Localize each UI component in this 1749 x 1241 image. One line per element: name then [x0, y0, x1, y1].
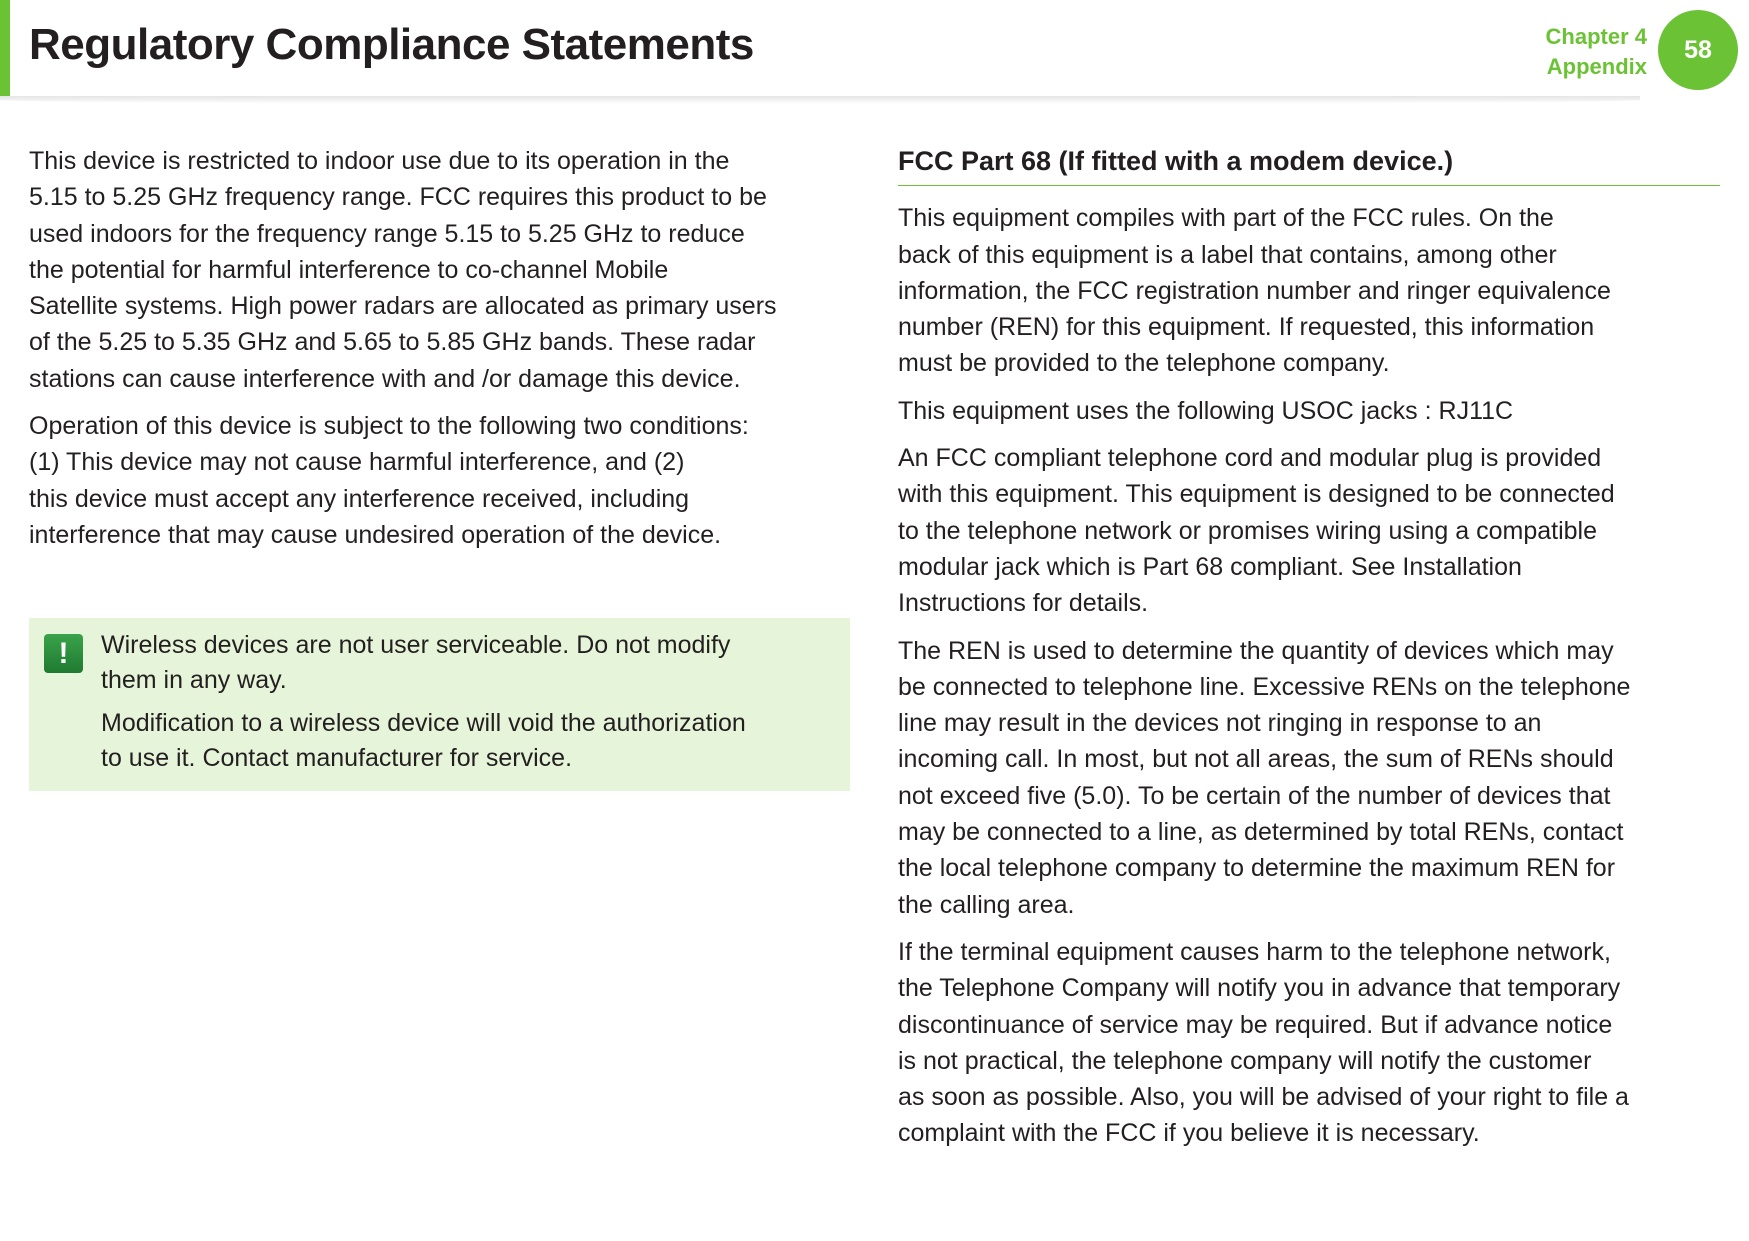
text-line: may be connected to a line, as determined by total RENs, contact — [898, 818, 1624, 847]
page-number-badge: 58 — [1658, 10, 1738, 90]
text-line: modular jack which is Part 68 compliant. See Installation — [898, 552, 1522, 581]
text-line: interference that may cause undesired operation of the device. — [29, 520, 722, 549]
text-line: the local telephone company to determine the maximum REN for — [898, 854, 1616, 883]
text-line: this device must accept any interference received, including — [29, 484, 690, 513]
text-line: stations can cause interference with and /or damage this device. — [29, 364, 741, 393]
text-line: Modification to a wireless device will void the authorization — [101, 709, 746, 737]
text-line: line may result in the devices not ringing in response to an — [898, 709, 1542, 738]
text-line: Wireless devices are not user serviceable. Do not modify — [101, 631, 731, 659]
paragraph — [101, 706, 746, 775]
text-line: complaint with the FCC if you believe it is necessary. — [898, 1119, 1480, 1148]
text-line: must be provided to the telephone company. — [898, 349, 1390, 378]
text-line: If the terminal equipment causes harm to the telephone network, — [898, 937, 1611, 966]
text-line: information, the FCC registration number and ringer equivalence — [898, 276, 1611, 305]
chapter-section: Appendix — [1546, 54, 1647, 79]
left-column — [29, 143, 859, 564]
paragraph — [898, 393, 1720, 429]
text-line: to use it. Contact manufacturer for service. — [101, 743, 573, 772]
text-line: the calling area. — [898, 890, 1075, 919]
text-line: be connected to telephone line. Excessive RENs on the telephone — [898, 672, 1631, 701]
text-line: 5.15 to 5.25 GHz frequency range. FCC requires this product to be — [29, 183, 767, 212]
text-line: This equipment uses the following USOC jacks : RJ11C — [898, 396, 1514, 425]
text-line: Instructions for details. — [898, 589, 1149, 618]
fcc-body — [898, 200, 1720, 1151]
paragraph — [29, 408, 859, 553]
paragraph — [898, 200, 1720, 381]
header-divider — [0, 96, 1640, 104]
text-line: with this equipment. This equipment is designed to be connected — [898, 480, 1615, 509]
text-line: An FCC compliant telephone cord and modular plug is provided — [898, 444, 1602, 473]
text-line: number (REN) for this equipment. If requested, this information — [898, 313, 1595, 342]
text-line: is not practical, the telephone company will notify the customer — [898, 1046, 1592, 1075]
text-line: the potential for harmful interference to co-channel Mobile — [29, 255, 669, 284]
text-line: of the 5.25 to 5.35 GHz and 5.65 to 5.85 GHz bands. These radar — [29, 328, 756, 357]
text-line: them in any way. — [101, 665, 287, 694]
warning-note — [29, 618, 850, 791]
text-line: the Telephone Company will notify you in advance that temporary — [898, 974, 1621, 1003]
chapter-number: Chapter 4 — [1545, 24, 1647, 49]
text-line: This equipment compiles with part of the FCC rules. On the — [898, 204, 1554, 233]
text-line: to the telephone network or promises wiring using a compatible — [898, 516, 1597, 545]
text-line: incoming call. In most, but not all areas, the sum of RENs should — [898, 745, 1614, 774]
paragraph — [898, 633, 1720, 923]
note-text — [101, 628, 746, 784]
page-title: Regulatory Compliance Statements — [29, 20, 754, 69]
right-column — [898, 143, 1720, 1163]
text-line: as soon as possible. Also, you will be advised of your right to file a — [898, 1083, 1629, 1112]
paragraph — [101, 628, 746, 697]
text-line: The REN is used to determine the quantity of devices which may — [898, 636, 1614, 665]
text-line: (1) This device may not cause harmful interference, and (2) — [29, 448, 685, 477]
exclamation-icon: ! — [44, 634, 83, 673]
section-heading: FCC Part 68 (If fitted with a modem device.) — [898, 143, 1720, 186]
paragraph — [898, 440, 1720, 621]
text-line: Operation of this device is subject to the following two conditions: — [29, 412, 749, 441]
text-line: Satellite systems. High power radars are allocated as primary users — [29, 292, 777, 321]
accent-bar — [0, 0, 10, 96]
text-line: discontinuance of service may be required. But if advance notice — [898, 1010, 1613, 1039]
paragraph — [29, 143, 859, 397]
text-line: used indoors for the frequency range 5.15 to 5.25 GHz to reduce — [29, 219, 745, 248]
text-line: back of this equipment is a label that contains, among other — [898, 240, 1557, 269]
text-line: This device is restricted to indoor use due to its operation in the — [29, 147, 730, 175]
text-line: not exceed five (5.0). To be certain of the number of devices that — [898, 781, 1611, 810]
chapter-label — [1546, 22, 1647, 82]
paragraph — [898, 934, 1720, 1152]
